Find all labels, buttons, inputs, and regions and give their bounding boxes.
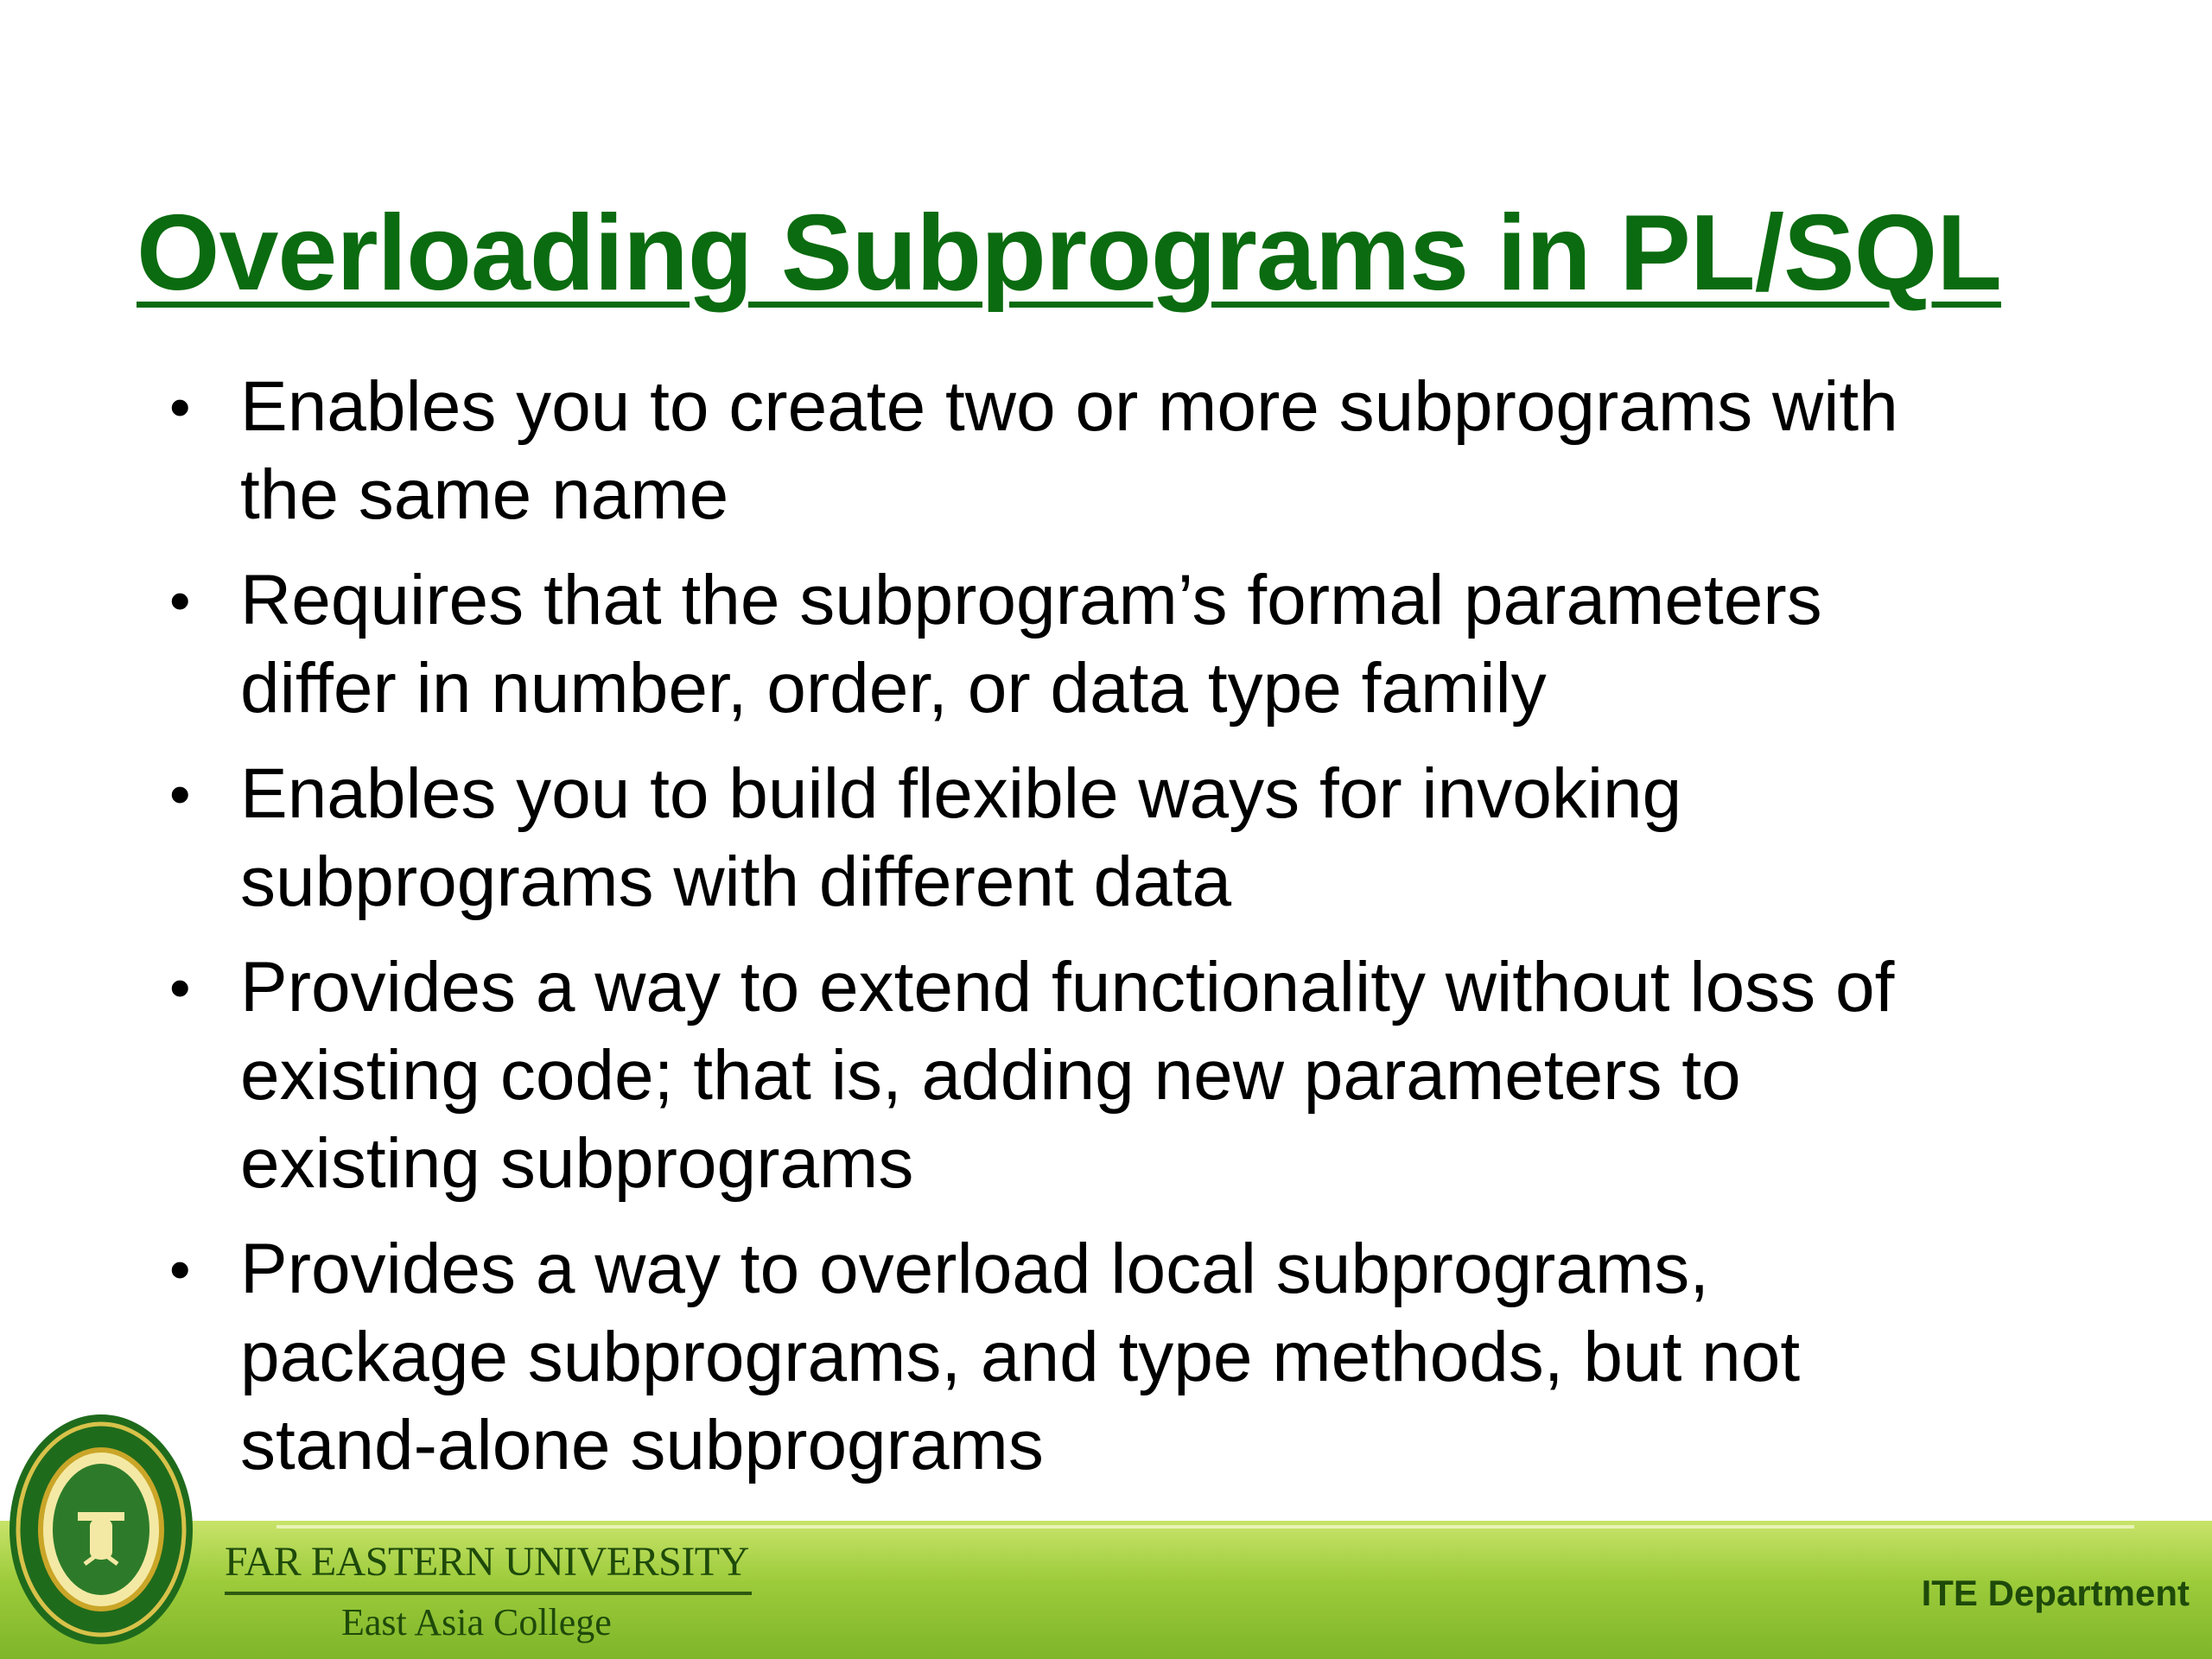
university-seal-icon (5, 1408, 197, 1650)
bullet-line: Requires that the subprogram’s formal parameters (240, 561, 1822, 639)
bullet-line: subprograms with different data (240, 842, 1232, 921)
bullet-item (0, 556, 2091, 733)
bullet-item (0, 750, 2091, 926)
bullet-line: package subprograms, and type methods, but not (240, 1318, 1801, 1396)
bullet-item (0, 944, 2091, 1208)
bullet-dot: • (169, 1236, 191, 1303)
bullet-item (0, 363, 2091, 539)
bullet-line: Provides a way to extend functionality without loss of (240, 948, 1895, 1027)
university-underline (225, 1592, 752, 1595)
bullet-line: stand-alone subprograms (240, 1406, 1044, 1484)
footer-divider (276, 1525, 2134, 1529)
bullet-dot: • (169, 760, 191, 828)
college-name: East Asia College (341, 1601, 612, 1643)
bullet-line: existing subprograms (240, 1124, 914, 1203)
bullet-dot: • (169, 567, 191, 634)
bullet-line: differ in number, order, or data type family (240, 649, 1547, 728)
university-name: FAR EASTERN UNIVERSITY (225, 1539, 749, 1585)
bullet-line: existing code; that is, adding new parameters to (240, 1036, 1741, 1115)
bullet-line: Enables you to create two or more subprograms with (240, 367, 1898, 446)
bullet-list (0, 363, 2091, 1507)
bullet-line: Enables you to build flexible ways for invoking (240, 754, 1682, 833)
bullet-line: the same name (240, 455, 729, 534)
slide-title: Overloading Subprograms in PL/SQL (137, 194, 2001, 313)
department-label: ITE Department (1921, 1573, 2190, 1613)
bullet-line: Provides a way to overload local subprograms, (240, 1230, 1710, 1308)
bullet-dot: • (169, 954, 191, 1021)
bullet-item (0, 1225, 2091, 1490)
bullet-dot: • (169, 373, 191, 441)
